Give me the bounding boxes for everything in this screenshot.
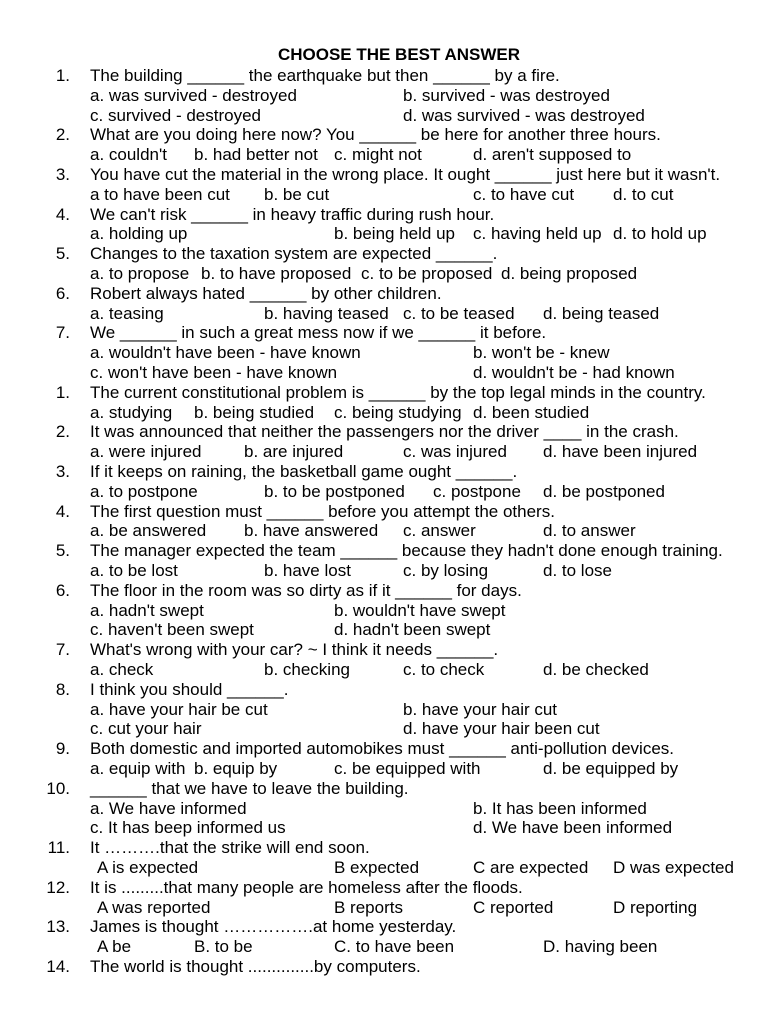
answer-option: d. wouldn't be - had known	[473, 363, 675, 382]
answer-option: a. hadn't swept	[90, 600, 204, 620]
answer-option: B expected	[334, 858, 420, 877]
question-text: James is thought …………….at home yesterday.	[90, 917, 457, 937]
answer-option: a. were injured	[90, 442, 202, 462]
question-row	[0, 205, 768, 225]
question-number: 1.	[55, 66, 70, 85]
question-row	[0, 680, 768, 700]
question-number: 2.	[55, 125, 70, 145]
question-text: What's wrong with your car? ~ I think it needs ______.	[90, 640, 499, 660]
question-number: 4.	[55, 204, 70, 224]
answer-option: d. We have been informed	[473, 818, 673, 838]
answer-options-row	[0, 620, 768, 640]
answer-option: c. being studying	[334, 402, 462, 422]
answer-option: B. to be	[194, 937, 253, 957]
answer-option: d. be postponed	[543, 481, 665, 501]
question-number: 7.	[55, 640, 70, 660]
answer-option: d. aren't supposed to	[473, 145, 632, 165]
answer-option: a. studying	[90, 402, 173, 422]
answer-options-row	[0, 898, 768, 918]
question-row	[0, 739, 768, 759]
question-row	[0, 838, 768, 858]
answer-option: d. to hold up	[613, 224, 707, 244]
question-text: The first question must ______ before you attempt the others.	[90, 501, 555, 521]
answer-options-row	[0, 858, 768, 878]
answer-option: d. been studied	[473, 402, 590, 422]
answer-option: c. survived - destroyed	[90, 105, 262, 125]
answer-option: b. wouldn't have swept	[334, 600, 506, 620]
answer-option: d. hadn't been swept	[334, 620, 491, 640]
answer-option: c. was injured	[403, 442, 507, 462]
answer-option: d. was survived - was destroyed	[403, 105, 645, 125]
answer-option: a. to propose	[90, 264, 190, 283]
question-row	[0, 502, 768, 522]
question-text: The building ______ the earthquake but then ______ by a fire.	[90, 66, 560, 85]
answer-option: a. to postpone	[90, 481, 198, 501]
answer-option: c. to be teased	[403, 303, 515, 323]
answer-option: b. survived - was destroyed	[403, 85, 610, 105]
answer-option: a to have been cut	[90, 184, 230, 204]
answer-option: b. equip by	[194, 759, 278, 778]
answer-option: C reported	[473, 897, 554, 917]
answer-options-row	[0, 799, 768, 819]
question-row	[0, 165, 768, 185]
answer-option: D reporting	[613, 897, 698, 917]
answer-options-row	[0, 937, 768, 957]
answer-option: D was expected	[613, 858, 734, 877]
question-number: 6.	[55, 283, 70, 303]
question-row	[0, 323, 768, 343]
answer-options-row	[0, 106, 768, 126]
answer-options-row	[0, 343, 768, 363]
answer-option: d. have been injured	[543, 442, 698, 462]
answer-option: d. to answer	[543, 521, 636, 541]
question-row	[0, 284, 768, 304]
question-text: We ______ in such a great mess now if we ______ it before.	[90, 323, 547, 343]
answer-option: b. had better not	[194, 145, 318, 165]
answer-option: C. to have been	[334, 937, 455, 957]
question-number: 3.	[55, 462, 70, 481]
answer-option: c. might not	[334, 145, 422, 165]
answer-options-row	[0, 86, 768, 106]
question-text: It was announced that neither the passengers nor the driver ____ in the crash.	[90, 422, 679, 442]
answer-option: b. have lost	[264, 561, 351, 580]
question-number: 10.	[46, 778, 70, 798]
question-number: 4.	[55, 501, 70, 521]
answer-options-row	[0, 363, 768, 383]
question-row	[0, 422, 768, 442]
answer-option: a. couldn't	[90, 145, 167, 165]
answer-options-row	[0, 561, 768, 581]
answer-options-row	[0, 403, 768, 423]
page-title: CHOOSE THE BEST ANSWER	[277, 45, 521, 64]
answer-option: c. be equipped with	[334, 759, 481, 778]
question-number: 7.	[55, 323, 70, 343]
question-number: 5.	[55, 244, 70, 264]
answer-options-row	[0, 185, 768, 205]
answer-options-row	[0, 818, 768, 838]
answer-options-row	[0, 759, 768, 779]
answer-option: B reports	[334, 897, 403, 917]
answer-option: b. having teased	[264, 303, 389, 323]
answer-option: c. It has beep informed us	[90, 818, 286, 838]
answer-option: a. be answered	[90, 521, 207, 541]
answer-option: a. was survived - destroyed	[90, 85, 297, 105]
question-number: 14.	[46, 957, 70, 976]
answer-options-row	[0, 521, 768, 541]
question-row	[0, 640, 768, 660]
answer-option: b. be cut	[264, 184, 330, 204]
question-text: The floor in the room was so dirty as if it ______ for days.	[90, 580, 522, 600]
answer-option: c. postpone	[433, 481, 521, 501]
question-number: 1.	[55, 382, 70, 402]
question-text: The world is thought ..............by computers.	[90, 957, 421, 976]
answer-option: a. holding up	[90, 224, 188, 244]
question-text: Both domestic and imported automobikes must ______ anti-pollution devices.	[90, 739, 675, 759]
question-number: 3.	[55, 165, 70, 184]
answer-option: c. haven't been swept	[90, 620, 254, 640]
answer-option: d. to lose	[543, 561, 612, 580]
question-row	[0, 383, 768, 403]
answer-option: b. to be postponed	[264, 481, 405, 501]
answer-option: d. to cut	[613, 184, 674, 204]
question-text: The manager expected the team ______ because they hadn't done enough training.	[90, 541, 723, 561]
answer-option: b. being held up	[334, 224, 455, 244]
question-text: The current constitutional problem is ______ by the top legal minds in the country.	[90, 382, 706, 402]
question-row	[0, 878, 768, 898]
answer-option: c. having held up	[473, 224, 602, 244]
answer-option: b. checking	[264, 660, 350, 679]
question-row	[0, 779, 768, 799]
answer-option: c. by losing	[403, 561, 489, 580]
question-number: 13.	[46, 917, 70, 937]
question-row	[0, 125, 768, 145]
answer-option: a. check	[90, 660, 154, 679]
question-text: Robert always hated ______ by other children.	[90, 283, 442, 303]
question-row	[0, 66, 768, 86]
question-number: 11.	[47, 838, 70, 858]
answer-option: d. being teased	[543, 303, 660, 323]
answer-option: a. equip with	[90, 759, 186, 778]
answer-option: b. being studied	[194, 402, 315, 422]
answer-options-row	[0, 700, 768, 720]
answer-option: b. have your hair cut	[403, 699, 558, 719]
answer-option: d. have your hair been cut	[403, 719, 600, 739]
question-number: 2.	[55, 422, 70, 442]
answer-option: c. cut your hair	[90, 719, 202, 739]
answer-options-row	[0, 601, 768, 621]
answer-options-row	[0, 482, 768, 502]
answer-options-row	[0, 304, 768, 324]
answer-option: a. to be lost	[90, 561, 178, 580]
answer-options-row	[0, 145, 768, 165]
question-text: It ……….that the strike will end soon.	[90, 838, 370, 858]
answer-option: c. to be proposed	[361, 264, 493, 283]
question-row	[0, 917, 768, 937]
answer-option: b. won't be - knew	[473, 343, 610, 363]
answer-option: d. be checked	[543, 660, 649, 679]
question-text: It is .........that many people are homeless after the floods.	[90, 877, 523, 897]
answer-option: b. to have proposed	[201, 264, 352, 283]
answer-options-row	[0, 264, 768, 284]
answer-option: b. are injured	[244, 442, 344, 462]
answer-option: d. being proposed	[501, 264, 638, 283]
question-row	[0, 541, 768, 561]
question-number: 12.	[46, 877, 70, 897]
question-text: If it keeps on raining, the basketball game ought ______.	[90, 462, 518, 481]
answer-options-row	[0, 442, 768, 462]
answer-option: A was reported	[97, 897, 211, 917]
answer-options-row	[0, 719, 768, 739]
answer-options-row	[0, 660, 768, 680]
question-row	[0, 462, 768, 482]
question-number: 8.	[55, 679, 70, 699]
answer-option: b. It has been informed	[473, 798, 647, 818]
question-text: You have cut the material in the wrong place. It ought ______ just here but it wasn't.	[90, 165, 721, 184]
answer-option: b. have answered	[244, 521, 379, 541]
question-row	[0, 581, 768, 601]
answer-option: A be	[97, 937, 132, 957]
answer-option: a. teasing	[90, 303, 164, 323]
answer-option: d. be equipped by	[543, 759, 679, 778]
answer-option: c. to have cut	[473, 184, 575, 204]
answer-option: c. answer	[403, 521, 476, 541]
question-text: Changes to the taxation system are expected ______.	[90, 244, 498, 264]
answer-option: C are expected	[473, 858, 589, 877]
question-number: 5.	[55, 541, 70, 561]
question-text: What are you doing here now? You ______ be here for another three hours.	[90, 125, 661, 145]
answer-option: c. to check	[403, 660, 485, 679]
answer-option: D. having been	[543, 937, 658, 957]
question-row	[0, 244, 768, 264]
answer-option: A is expected	[97, 858, 199, 877]
question-row	[0, 957, 768, 977]
question-number: 6.	[55, 580, 70, 600]
answer-option: a. wouldn't have been - have known	[90, 343, 361, 363]
question-text: I think you should ______.	[90, 679, 289, 699]
answer-options-row	[0, 224, 768, 244]
answer-option: a. have your hair be cut	[90, 699, 268, 719]
question-text: We can't risk ______ in heavy traffic during rush hour.	[90, 204, 495, 224]
answer-option: c. won't have been - have known	[90, 363, 338, 382]
question-text: ______ that we have to leave the building.	[90, 778, 409, 798]
question-number: 9.	[55, 739, 70, 759]
answer-option: a. We have informed	[90, 798, 247, 818]
